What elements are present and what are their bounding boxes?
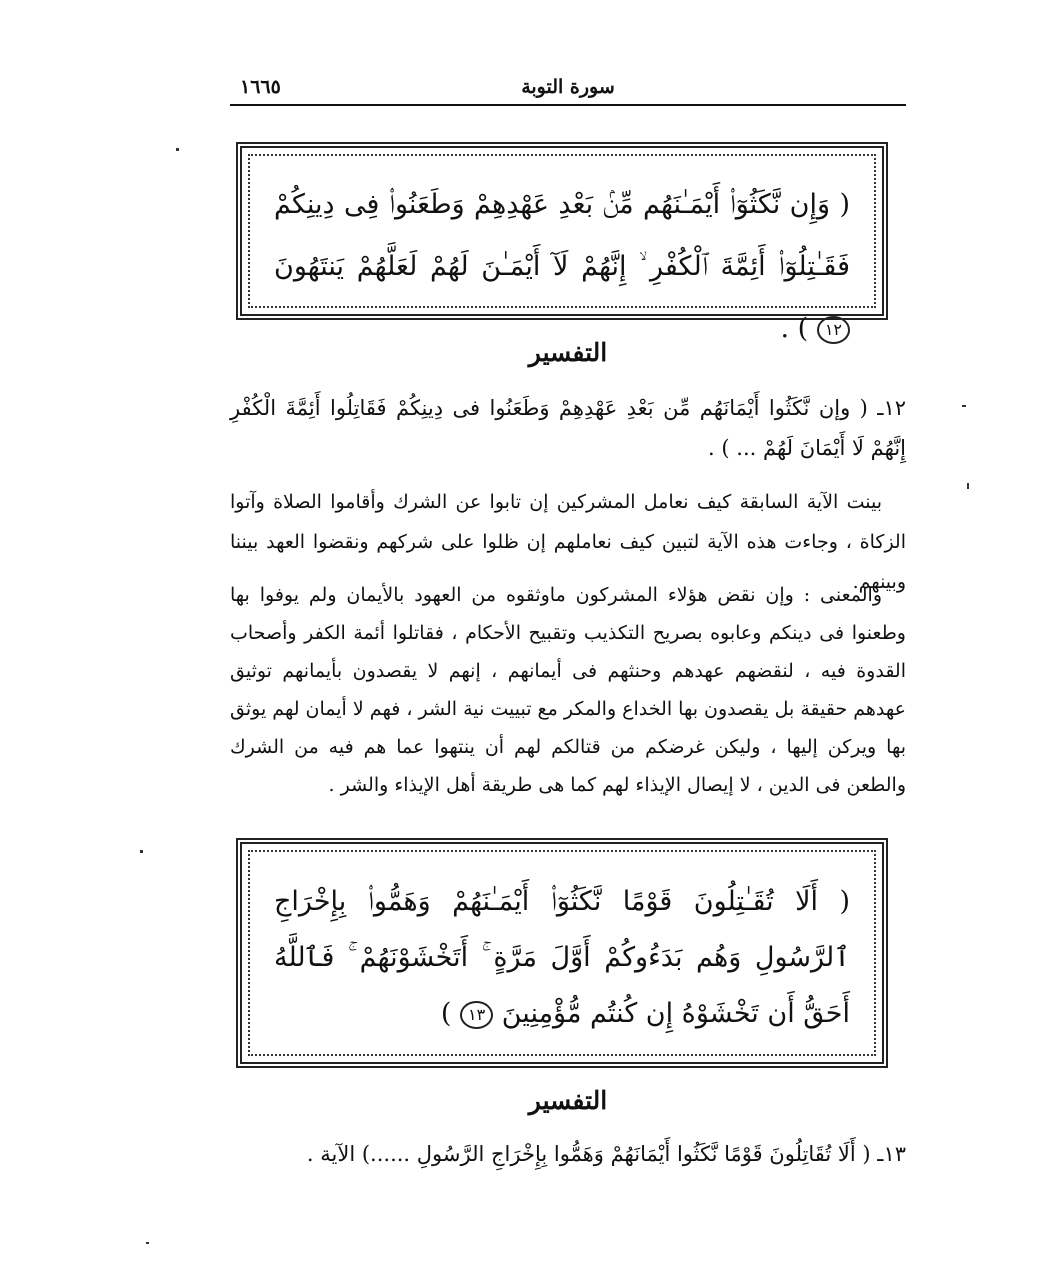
commentary-verse-quote: ١٣ـ ( أَلَا تُقَاتِلُونَ قَوْمًا نَّكَثُوا أَيْمَانَهُمْ وَهَمُّوا بِإِخْرَاجِ الرَّسُولِ ......) الآية . [306, 1142, 906, 1166]
verse-text [274, 874, 850, 1042]
verse-closing: ) . [780, 313, 809, 344]
ayah-number-marker: ١٢ [817, 316, 850, 344]
scan-speck [146, 1242, 149, 1244]
verse-body: ( وَإِن نَّكَثُوٓا۟ أَيْمَـٰنَهُم مِّنۢ بَعْدِ عَهْدِهِمْ وَطَعَنُوا۟ فِى دِينِكُمْ فَقَـٰتِلُوٓا۟ أَئِمَّةَ ٱلْكُفْرِ ۙ إِنَّهُمْ لَآ أَيْمَـٰنَ لَهُمْ لَعَلَّهُمْ يَنتَهُونَ [274, 189, 850, 282]
verse-box-12 [236, 142, 888, 344]
scan-speck [962, 405, 966, 407]
scan-speck [140, 850, 143, 853]
verse-text [274, 174, 850, 360]
ayah-number-marker: ١٣ [460, 1001, 493, 1029]
verse-closing: ) [440, 998, 452, 1029]
verse-body: ( أَلَا تُقَـٰتِلُونَ قَوْمًا نَّكَثُوٓا۟ أَيْمَـٰنَهُمْ وَهَمُّوا۟ بِإِخْرَاجِ ٱلرَّسُولِ وَهُم بَدَءُوكُمْ أَوَّلَ مَرَّةٍ ۚ أَتَخْشَوْنَهُمْ ۚ فَٱللَّهُ أَحَقُّ أَن تَخْشَوْهُ إِن كُنتُم مُّؤْمِنِينَ [274, 886, 850, 1029]
scan-speck [967, 483, 969, 489]
commentary-intro-paragraph: بينت الآية السابقة كيف نعامل المشركين إن تابوا عن الشرك وأقاموا الصلاة وآتوا الزكاة ، وجاءت هذه الآية لتبين كيف نعاملهم إن ظلوا على شركهم ونقضوا العهد بيننا وبينهم. [230, 491, 906, 593]
tafsir-heading: التفسير [528, 338, 608, 367]
tafsir-heading: التفسير [528, 1086, 608, 1115]
scan-speck [176, 148, 179, 151]
commentary-meaning-paragraph: والمعنى : وإن نقض هؤلاء المشركون ماوثقوه من العهود بالأيمان ولم يوفوا بها وطعنوا فى دينكم وعابوه بصريح التكذيب وتقبيح الأحكام ، فقاتلوا أئمة الكفر وأصحاب القدوة فيه ، لنقضهم عهدهم وحنثهم فى أيمانهم ، إنهم لا يقصدون بأيمانهم توثيق عهدهم حقيقة بل يقصدون بها الخداع والمكر مع تبييت نية الشر ، فهم لا أيمان لهم يوثق بها ويركن إليها ، وليكن غرضكم من قتالكم لهم أن ينتهوا عما هم فيه من الشرك والطعن فى الدين ، لا إيصال الإيذاء لهم كما هى طريقة أهل الإيذاء والشر . [230, 584, 906, 796]
commentary-verse-quote: ١٢ـ ( وإن نَّكَثُوا أَيْمَانَهُم مِّن بَعْدِ عَهْدِهِمْ وَطَعَنُوا فى دِينِكُمْ فَقَاتِلُوا أَئِمَّةَ الْكُفْرِ إِنَّهُمْ لَا أَيْمَانَ لَهُمْ ... ) . [230, 396, 907, 460]
verse-box-13 [236, 838, 888, 1068]
page-header [230, 72, 906, 104]
page-number: ١٦٦٥ [240, 76, 281, 98]
surah-title: سورة التوبة [521, 76, 615, 98]
header-rule [230, 104, 906, 106]
